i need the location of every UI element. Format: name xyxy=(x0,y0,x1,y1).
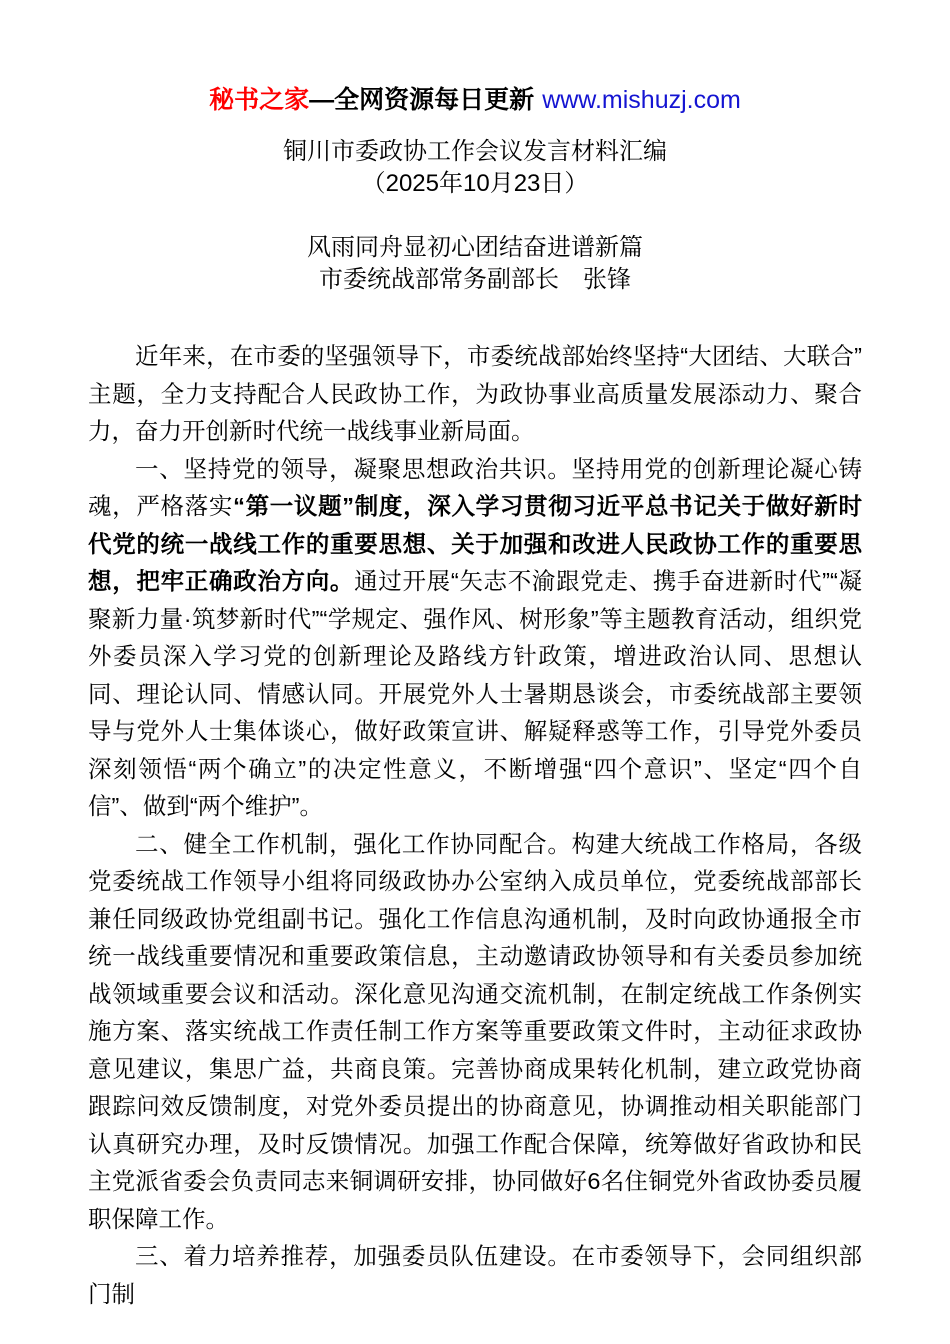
paragraph-bold-run: “第一议题”制度，深入学习贯彻习近平总书记关于做好新时代党的统一战线工作的重要思想、关于加强和改进人民政协工作的重要思想，把牢正确政治方向。 xyxy=(88,493,862,594)
paragraph-text-run: 一、坚持党的领导，凝聚思想政治共识。坚持用党的创新理论凝心铸魂，严格落实 xyxy=(88,455,862,519)
paragraph-text-run: 二、健全工作机制，强化工作协同配合。构建大统战工作格局，各级党委统战工作领导小组将同级政协办公室纳入成员单位，党委统战部部长兼任同级政协党组副书记。强化工作信息沟通机制，及时向政协通报全市统一战线重要情况和重要政策信息，主动邀请政协领导和有关委员参加统战领域重要会议和活动。深化意见沟通交流机制，在制定统战工作条例实施方案、落实统战工作责任制工作方案等重要政策文件时，主动征求政协意见建议，集思广益，共商良策。完善协商成果转化机制，建立政党协商跟踪问效反馈制度，对党外委员提出的协商意见，协调推动相关职能部门认真研究办理，及时反馈情况。加强工作配合保障，统筹做好省政协和民主党派省委会负责同志来铜调研安排，协同做好6名住铜党外省政协委员履职保障工作。 xyxy=(88,830,862,1232)
header-dash: — xyxy=(309,86,335,114)
paragraph xyxy=(88,826,862,1239)
paragraph-text-run: 三、着力培养推荐，加强委员队伍建设。在市委领导下，会同组织部门制 xyxy=(88,1243,862,1307)
paragraph xyxy=(88,451,862,826)
page-header xyxy=(88,84,862,116)
site-url-link[interactable]: www.mishuzj.com xyxy=(542,86,741,114)
brand-text: 秘书之家 xyxy=(209,86,310,114)
doc-title: 铜川市委政协工作会议发言材料汇编 xyxy=(283,138,667,165)
article-title: 风雨同舟显初心团结奋进谱新篇 xyxy=(307,234,643,261)
article-author: 市委统战部常务副部长 张锋 xyxy=(319,266,631,293)
paragraph xyxy=(88,338,862,451)
article-body xyxy=(88,338,862,1313)
doc-date: （2025年10月23日） xyxy=(361,170,589,197)
tagline-text: 全网资源每日更新 xyxy=(334,86,535,114)
paragraph-text-run: 通过开展“矢志不渝跟党走、携手奋进新时代”“凝聚新力量·筑梦新时代”“学规定、强作风、树形象”等主题教育活动，组织党外委员深入学习党的创新理论及路线方针政策，增进政治认同、思想认同、理论认同、情感认同。开展党外人士暑期恳谈会，市委统战部主要领导与党外人士集体谈心，做好政策宣讲、解疑释惑等工作，引导党外委员深刻领悟“两个确立”的决定性意义，不断增强“四个意识”、坚定“四个自信”、做到“两个维护”。 xyxy=(88,568,863,819)
paragraph-text-run: 近年来，在市委的坚强领导下，市委统战部始终坚持“大团结、大联合”主题，全力支持配合人民政协工作，为政协事业高质量发展添动力、聚合力，奋力开创新时代统一战线事业新局面。 xyxy=(88,343,862,444)
paragraph xyxy=(88,1238,862,1313)
